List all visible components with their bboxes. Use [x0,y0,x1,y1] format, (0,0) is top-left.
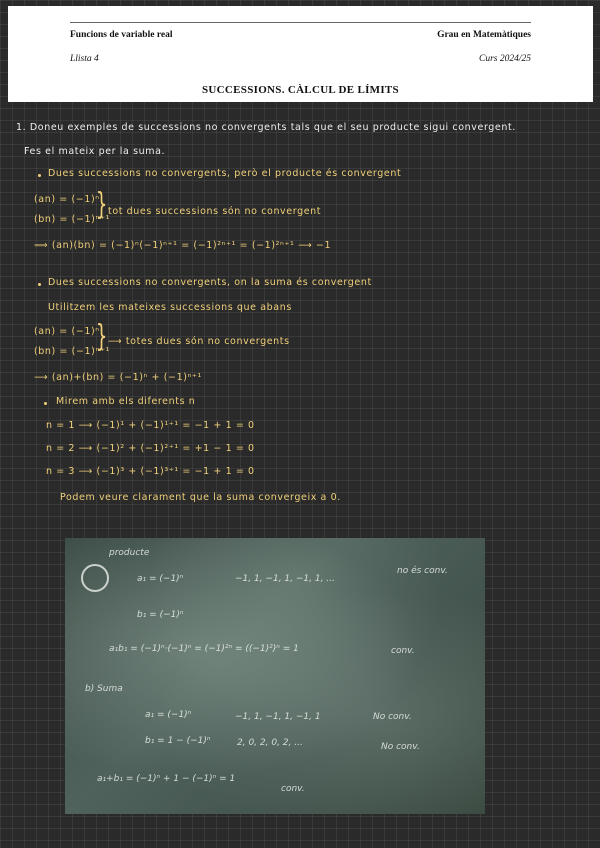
bullet-1 [38,174,41,177]
part2-seq-b: (bn) = (−1)ⁿ⁺¹ [34,346,110,357]
chalk-line: −1, 1, −1, 1, −1, 1, ... [235,574,335,584]
part2-seq-a: (an) = (−1)ⁿ [34,326,100,337]
part1-note: tot dues successions són no convergent [108,206,322,217]
chalk-line: 2, 0, 2, 0, 2, ... [237,738,303,748]
part1-seq-b: (bn) = (−1)ⁿ⁺¹ [34,214,110,225]
chalk-circle [81,564,109,592]
question-1: 1. Doneu exemples de successions no convergents tals que el seu producte sigui convergent. [16,122,516,133]
chalk-line: b₁ = (−1)ⁿ [137,610,184,620]
part2-note: ⟶ totes dues són no convergents [108,336,290,347]
chalk-line: b) Suma [85,684,123,694]
sheet-label: Llista 4 [70,54,99,64]
case-n1: n = 1 ⟶ (−1)¹ + (−1)¹⁺¹ = −1 + 1 = 0 [46,420,255,431]
part2-subheading: Utilitzem les mateixes successions que abans [48,302,292,313]
chalk-line: conv. [281,784,305,794]
part1-heading: Dues successions no convergents, però el producte és convergent [48,168,402,179]
chalk-line: a₁b₁ = (−1)ⁿ·(−1)ⁿ = (−1)²ⁿ = ((−1)²)ⁿ = 1 [109,644,299,654]
part1-result: ⟹ (an)(bn) = (−1)ⁿ(−1)ⁿ⁺¹ = (−1)²ⁿ⁺¹ = (−1)²ⁿ⁺¹ ⟶ −1 [34,240,332,251]
chalk-line: No conv. [381,742,420,752]
chalk-line: b₁ = 1 − (−1)ⁿ [145,736,211,746]
chalk-line: conv. [391,646,415,656]
header-rule [70,22,531,23]
part1-brace: } [95,187,108,222]
part2-result: ⟶ (an)+(bn) = (−1)ⁿ + (−1)ⁿ⁺¹ [34,372,202,383]
chalk-line: producte [109,548,150,558]
conclusion: Podem veure clarament que la suma convergeix a 0. [60,492,341,503]
academic-year: Curs 2024/25 [479,54,531,64]
question-1-continuation: Fes el mateix per la suma. [24,146,166,157]
case-n2: n = 2 ⟶ (−1)² + (−1)²⁺¹ = +1 − 1 = 0 [46,443,255,454]
bullet-2 [38,283,41,286]
part2-brace: } [95,319,108,354]
bullet-3 [44,402,47,405]
chalkboard-photo [65,538,485,814]
chalk-line: no és conv. [397,566,448,576]
part1-seq-a: (an) = (−1)ⁿ [34,194,100,205]
chalk-line: a₁ = (−1)ⁿ [145,710,192,720]
part3-heading: Mirem amb els diferents n [56,396,196,407]
degree-name: Grau en Matemàtiques [437,30,531,40]
case-n3: n = 3 ⟶ (−1)³ + (−1)³⁺¹ = −1 + 1 = 0 [46,466,255,477]
document-header [8,6,593,102]
chalk-line: No conv. [373,712,412,722]
chalk-line: a₁ = (−1)ⁿ [137,574,184,584]
chalk-line: a₁+b₁ = (−1)ⁿ + 1 − (−1)ⁿ = 1 [97,774,236,784]
document-title: SUCCESSIONS. CÀLCUL DE LÍMITS [202,84,399,96]
part2-heading: Dues successions no convergents, on la suma és convergent [48,277,372,288]
course-name: Funcions de variable real [70,30,173,40]
chalk-line: −1, 1, −1, 1, −1, 1 [235,712,321,722]
